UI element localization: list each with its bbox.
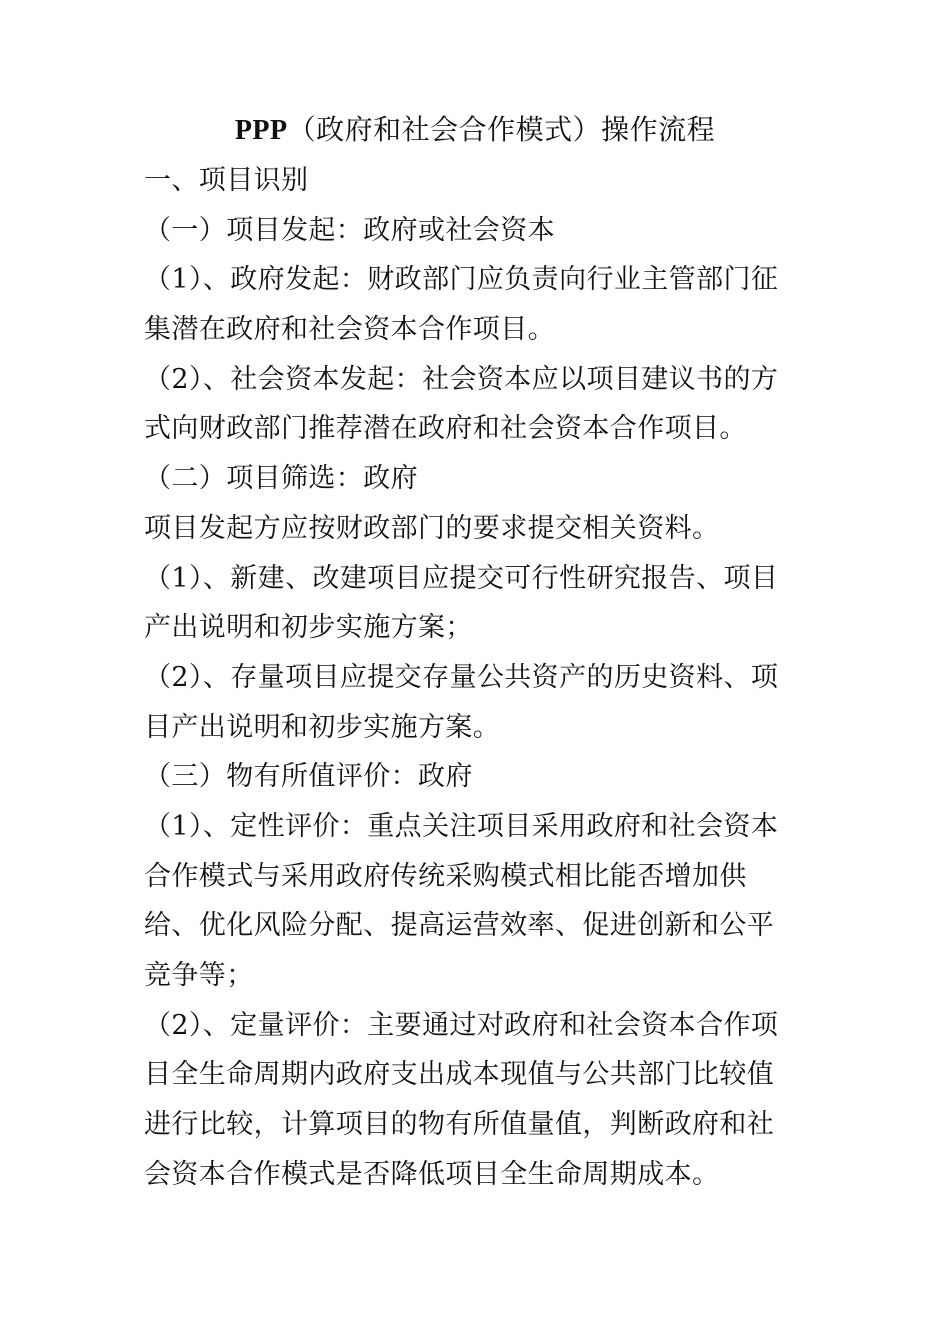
paragraph-line: 会资本合作模式是否降低项目全生命周期成本。 — [144, 1158, 720, 1190]
title-text: （政府和社会合作模式）操作流程 — [287, 113, 716, 146]
paragraph-line: 目产出说明和初步实施方案。 — [144, 711, 501, 743]
document-title — [0, 108, 950, 153]
subsection-heading: （三）物有所值评价：政府 — [144, 761, 473, 793]
title-bold-part: PPP — [234, 115, 288, 146]
paragraph-line: 竞争等； — [144, 960, 254, 991]
section-heading: 一、项目识别 — [144, 165, 309, 196]
paragraph-line: 式向财政部门推荐潜在政府和社会资本合作项目。 — [144, 413, 747, 445]
paragraph-line: （2）、定量评价：主要通过对政府和社会资本合作项 — [144, 1009, 779, 1041]
paragraph-line: 合作模式与采用政府传统采购模式相比能否增加供 — [144, 860, 747, 892]
paragraph-line: （1）、政府发起：财政部门应负责向行业主管部门征 — [144, 264, 779, 296]
document-body — [144, 156, 814, 1199]
paragraph-line: 产出说明和初步实施方案； — [144, 612, 473, 644]
subsection-heading: （一）项目发起：政府或社会资本 — [144, 214, 555, 246]
paragraph-line: 项目发起方应按财政部门的要求提交相关资料。 — [144, 512, 720, 544]
paragraph-line: （1）、定性评价：重点关注项目采用政府和社会资本 — [144, 810, 779, 842]
paragraph-line: 集潜在政府和社会资本合作项目。 — [144, 314, 555, 346]
paragraph-line: 进行比较，计算项目的物有所值量值，判断政府和社 — [144, 1109, 775, 1141]
paragraph-line: （1）、新建、改建项目应提交可行性研究报告、项目 — [144, 562, 779, 594]
paragraph-line: （2）、存量项目应提交存量公共资产的历史资料、项 — [144, 661, 779, 693]
paragraph-line: （2）、社会资本发起：社会资本应以项目建议书的方 — [144, 363, 779, 395]
subsection-heading: （二）项目筛选：政府 — [144, 463, 418, 495]
paragraph-line: 目全生命周期内政府支出成本现值与公共部门比较值 — [144, 1059, 775, 1091]
paragraph-line: 给、优化风险分配、提高运营效率、促进创新和公平 — [144, 910, 775, 942]
